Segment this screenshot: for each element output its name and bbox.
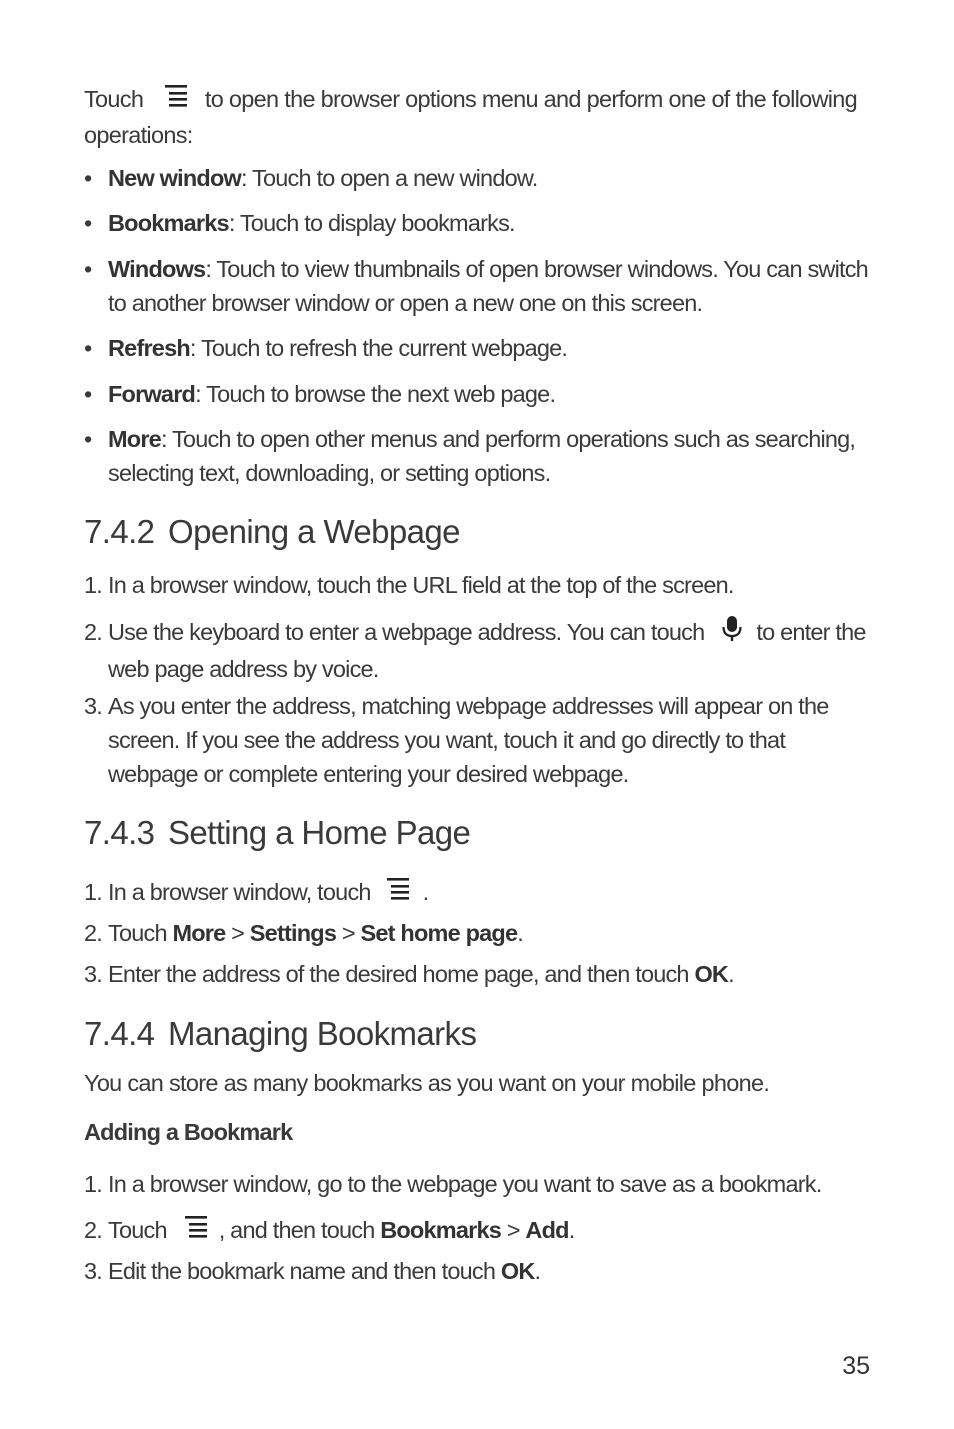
list-item	[84, 206, 874, 240]
bullet-text: : Touch to open other menus and perform operations such as searching, selecting text, downloading, or setting options.	[108, 426, 856, 486]
page-number: 35	[842, 1352, 870, 1380]
section-heading-7-4-2	[84, 513, 460, 551]
step-text: Enter the address of the desired home page, and then touch	[108, 961, 695, 987]
section-title: Opening a Webpage	[168, 513, 460, 550]
list-item	[84, 377, 874, 411]
step-item	[84, 1167, 874, 1201]
step-text: Touch	[108, 920, 173, 946]
step-number: 2.	[84, 920, 102, 946]
step-text: Touch	[108, 1217, 167, 1243]
step-text-mid: , and then touch	[218, 1217, 381, 1243]
bullet-term: New window	[108, 165, 242, 191]
bullet-text: : Touch to view thumbnails of open browser windows. You can switch to another browser window or open a new one on this screen.	[108, 256, 868, 316]
section-title: Managing Bookmarks	[168, 1015, 477, 1052]
step-item	[84, 615, 874, 686]
bullet-marker: •	[84, 335, 92, 361]
step-item	[84, 1213, 874, 1249]
menu-bookmarks: Bookmarks	[380, 1217, 502, 1243]
intro-text-end: to open the browser options menu and perform one of the following	[204, 86, 858, 112]
period: .	[534, 1258, 541, 1284]
menu-more: More	[172, 920, 226, 946]
list-item	[84, 161, 874, 195]
step-text: Edit the bookmark name and then touch	[108, 1258, 501, 1284]
intro-text-line2: operations:	[84, 122, 193, 149]
step-item	[84, 875, 874, 911]
intro-text-start: Touch	[84, 86, 144, 112]
step-text-line2: web page address by voice.	[108, 656, 379, 683]
step-item	[84, 1254, 874, 1288]
bullet-term: Forward	[108, 381, 196, 407]
bullet-term: Windows	[108, 256, 206, 282]
section-heading-7-4-4	[84, 1015, 476, 1053]
button-ok: OK	[500, 1258, 535, 1284]
menu-set-home-page: Set home page	[360, 920, 518, 946]
bullet-marker: •	[84, 165, 92, 191]
step-item	[84, 957, 874, 991]
bullet-text: : Touch to refresh the current webpage.	[189, 335, 568, 361]
bullet-marker: •	[84, 256, 92, 282]
step-text-end: to enter the	[756, 619, 866, 645]
bullet-marker: •	[84, 426, 92, 452]
bullet-marker: •	[84, 381, 92, 407]
bullet-marker: •	[84, 210, 92, 236]
step-text: In a browser window, touch	[108, 879, 371, 905]
list-item	[84, 422, 874, 490]
bullet-term: More	[108, 426, 161, 452]
subheading: Adding a Bookmark	[84, 1119, 293, 1145]
step-number: 3.	[84, 693, 102, 719]
step-text: Use the keyboard to enter a webpage address. You can touch	[108, 619, 705, 645]
bullet-text: : Touch to display bookmarks.	[228, 210, 515, 236]
section-heading-7-4-3	[84, 814, 470, 852]
bullet-term: Refresh	[108, 335, 190, 361]
microphone-icon	[720, 615, 744, 652]
period: .	[728, 961, 734, 987]
step-number: 2.	[84, 1217, 102, 1243]
separator: >	[336, 920, 361, 946]
step-number: 1.	[84, 1171, 102, 1197]
menu-icon	[383, 876, 413, 911]
step-number: 1.	[84, 879, 102, 905]
step-number: 3.	[84, 1258, 102, 1284]
section-intro: You can store as many bookmarks as you want on your mobile phone.	[84, 1070, 770, 1096]
step-text: In a browser window, touch the URL field at the top of the screen.	[108, 572, 734, 598]
list-item	[84, 252, 874, 320]
step-item	[84, 689, 874, 791]
step-number: 2.	[84, 619, 102, 645]
step-text: In a browser window, go to the webpage you want to save as a bookmark.	[108, 1171, 822, 1197]
button-ok: OK	[694, 961, 729, 987]
period: .	[568, 1217, 575, 1243]
section-number: 7.4.3	[84, 814, 155, 851]
step-text-end: .	[422, 879, 429, 905]
intro-paragraph	[84, 82, 874, 152]
step-number: 1.	[84, 572, 102, 598]
menu-settings: Settings	[249, 920, 337, 946]
bullet-text: : Touch to open a new window.	[241, 165, 538, 191]
section-number: 7.4.2	[84, 513, 155, 550]
section-title: Setting a Home Page	[168, 814, 471, 851]
separator: >	[501, 1217, 526, 1243]
period: .	[517, 920, 523, 946]
menu-add: Add	[525, 1217, 569, 1243]
step-number: 3.	[84, 961, 102, 987]
bullet-text: : Touch to browse the next web page.	[195, 381, 556, 407]
step-text: As you enter the address, matching webpage addresses will appear on the screen. If you see the address you want, touch it and go directly to that webpage or complete entering your desired webpage.	[108, 693, 829, 787]
step-item	[84, 916, 874, 950]
bullet-term: Bookmarks	[108, 210, 229, 236]
menu-icon	[181, 1214, 211, 1249]
section-number: 7.4.4	[84, 1015, 155, 1052]
separator: >	[225, 920, 250, 946]
list-item	[84, 331, 874, 365]
menu-icon	[161, 83, 191, 118]
step-item	[84, 568, 874, 602]
